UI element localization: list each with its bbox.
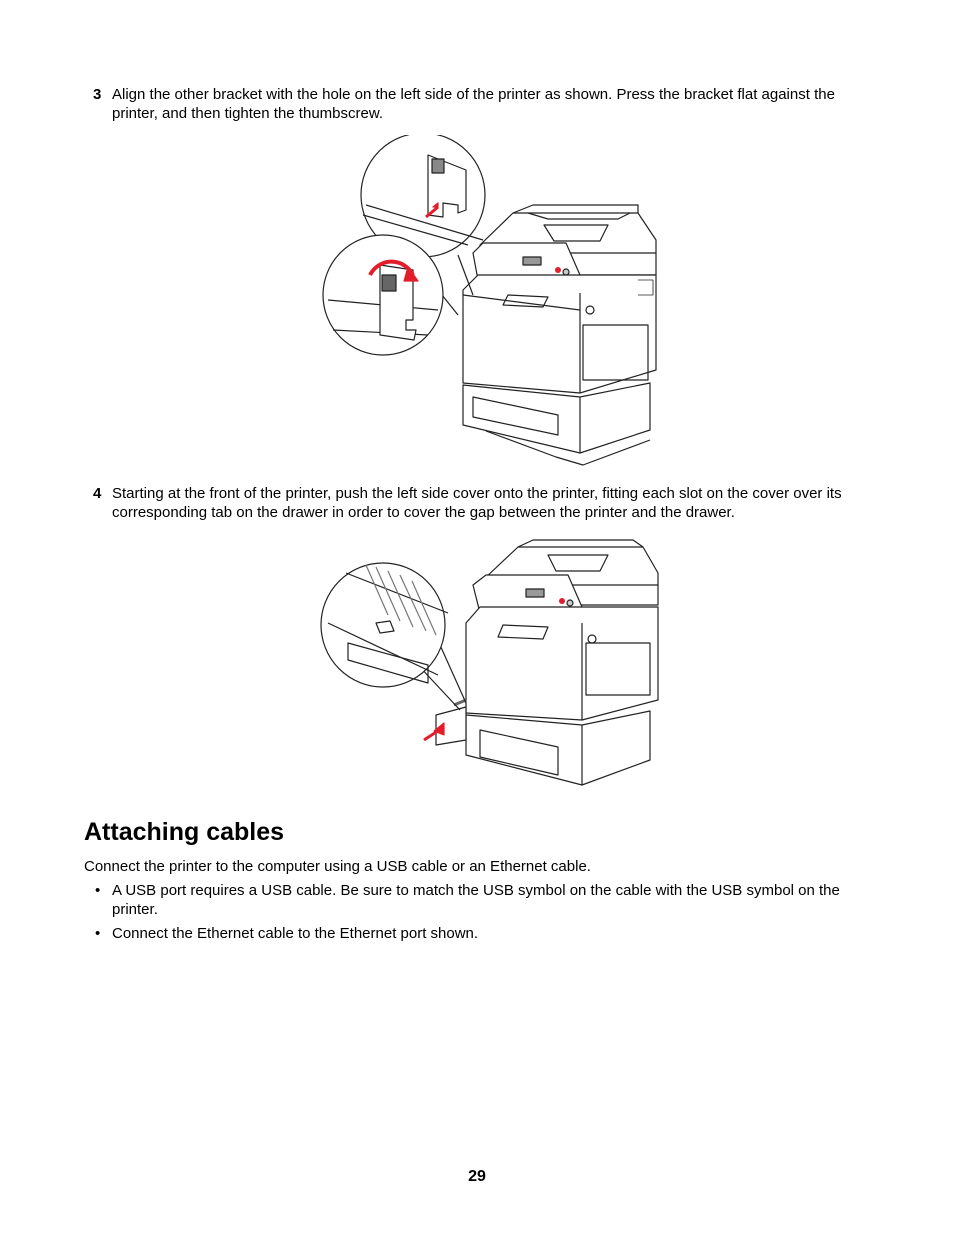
step-text: Starting at the front of the printer, push the left side cover onto the printer, fitting each slot on the cover over its corresponding tab on the drawer in order to cover the gap between the printer and the drawer. xyxy=(112,485,842,521)
page-number: 29 xyxy=(468,1168,486,1185)
list-item-text: Connect the Ethernet cable to the Ethernet port shown. xyxy=(112,925,479,942)
figure-side-cover-installation xyxy=(318,535,666,797)
step-3 xyxy=(93,85,883,123)
list-item xyxy=(93,924,883,943)
bullet-glyph: • xyxy=(95,882,101,899)
printer-drawer xyxy=(463,383,650,465)
figure-bracket-installation xyxy=(318,135,666,470)
tab-zoom xyxy=(321,563,448,687)
printer-drawer xyxy=(466,711,650,785)
bullet-list xyxy=(93,881,883,948)
bracket-zoom-bottom xyxy=(323,235,443,355)
side-cover xyxy=(436,700,466,745)
list-item xyxy=(93,881,883,919)
step-number: 3 xyxy=(93,86,102,103)
step-number: 4 xyxy=(93,485,102,502)
section-intro: Connect the printer to the computer using a USB cable or an Ethernet cable. xyxy=(84,858,591,875)
printer-body xyxy=(466,607,658,720)
step-4 xyxy=(93,484,883,522)
list-item-text: A USB port requires a USB cable. Be sure to match the USB symbol on the cable with the USB symbol on the printer. xyxy=(112,882,840,918)
bullet-glyph: • xyxy=(95,925,101,942)
section-title: Attaching cables xyxy=(84,818,285,846)
printer-body xyxy=(463,275,656,393)
step-text: Align the other bracket with the hole on the left side of the printer as shown. Press the bracket flat against the printer, and then tighten the thumbscrew. xyxy=(112,86,835,122)
